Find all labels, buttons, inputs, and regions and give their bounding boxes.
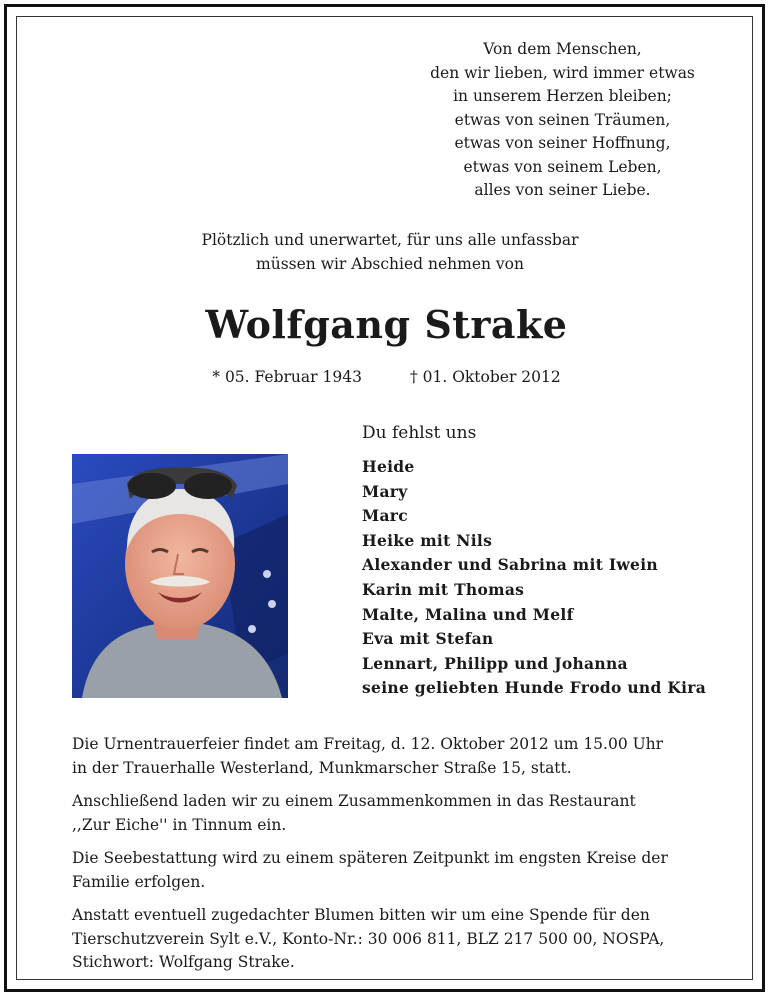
poem-line: Von dem Menschen,: [483, 40, 642, 58]
poem-line: in unserem Herzen bleiben;: [453, 87, 672, 105]
donation-paragraph: [72, 904, 712, 975]
donation-line: Tierschutzverein Sylt e.V., Konto-Nr.: 30 006 811, BLZ 217 500 00, NOSPA,: [72, 929, 665, 948]
mourner-name: Alexander und Sabrina mit Iwein: [362, 555, 658, 575]
death-date: † 01. Oktober 2012: [409, 368, 561, 386]
ceremony-paragraph: [72, 733, 712, 780]
poem-line: etwas von seinen Träumen,: [454, 110, 671, 129]
burial-paragraph: [72, 847, 712, 894]
deceased-name: Wolfgang Strake: [205, 302, 568, 347]
burial-line: Familie erfolgen.: [72, 872, 206, 891]
donation-line: Stichwort: Wolfgang Strake.: [72, 953, 295, 971]
birth-date: * 05. Februar 1943: [212, 368, 362, 386]
poem-line: den wir lieben, wird immer etwas: [430, 63, 695, 82]
memorial-poem: [400, 38, 725, 203]
mourner-name: Karin mit Thomas: [362, 579, 525, 599]
reception-paragraph: [72, 790, 712, 837]
announcement-intro: [135, 228, 645, 276]
portrait-photo: [72, 454, 288, 698]
mourner-name: Lennart, Philipp und Johanna: [362, 653, 628, 673]
donation-line: Anstatt eventuell zugedachter Blumen bitten wir um eine Spende für den: [72, 906, 650, 924]
ceremony-line: Die Urnentrauerfeier findet am Freitag, d. 12. Oktober 2012 um 15.00 Uhr: [72, 735, 664, 753]
mourners-list: [362, 455, 706, 701]
burial-line: Die Seebestattung wird zu einem späteren Zeitpunkt im engsten Kreise der: [72, 849, 668, 867]
poem-line: alles von seiner Liebe.: [474, 181, 651, 199]
reception-line: Anschließend laden wir zu einem Zusammenkommen in das Restaurant: [72, 792, 636, 810]
mourner-name: Heike mit Nils: [362, 530, 493, 550]
mourner-name: Marc: [362, 506, 409, 526]
mourner-name: seine geliebten Hunde Frodo und Kira: [362, 678, 707, 698]
mourner-name: Eva mit Stefan: [362, 629, 494, 649]
mourners-heading: Du fehlst uns: [362, 423, 477, 443]
intro-line: müssen wir Abschied nehmen von: [256, 255, 524, 273]
mourner-name: Malte, Malina und Melf: [362, 604, 574, 624]
ceremony-line: in der Trauerhalle Westerland, Munkmarscher Straße 15, statt.: [72, 758, 572, 777]
intro-line: Plötzlich und unerwartet, für uns alle unfassbar: [201, 231, 579, 249]
ceremony-details: [72, 733, 712, 985]
mourner-name: Mary: [362, 481, 408, 501]
mourner-name: Heide: [362, 457, 415, 476]
poem-line: etwas von seinem Leben,: [463, 157, 662, 176]
poem-line: etwas von seiner Hoffnung,: [454, 134, 671, 152]
reception-line: ,,Zur Eiche'' in Tinnum ein.: [72, 815, 287, 834]
life-dates: [0, 366, 773, 388]
